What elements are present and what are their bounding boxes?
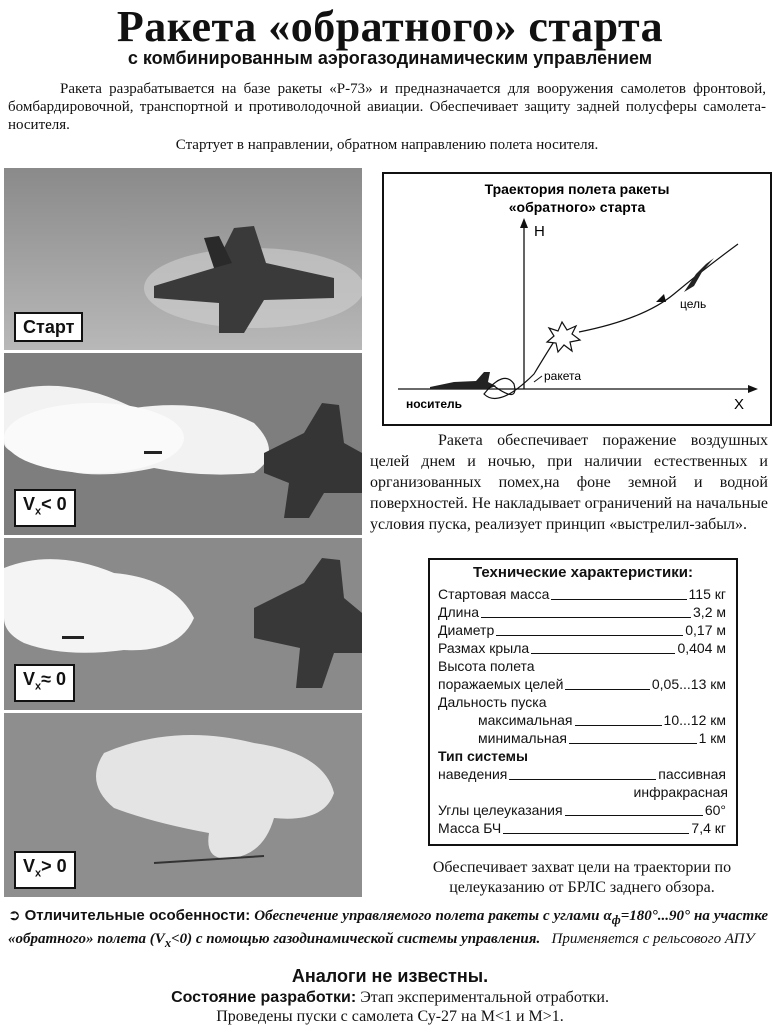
capability-text: Ракета обеспечивает поражение воздушных целей днем и ночью, при наличии естественных и организованных помех,на фоне земной и водной поверхностей. Не накладывает ограничений на начальные условия пуска, реализует принцип «выстрелил-забыл».	[370, 432, 768, 533]
spec-value: 0,17 м	[685, 622, 726, 638]
spec-length	[438, 604, 726, 621]
spec-value: 1 км	[698, 730, 726, 746]
page-subtitle: с комбинированным аэрогазодинамическим управлением	[127, 48, 653, 68]
capture-text: Обеспечивает захват цели на траектории по целеуказанию от БРЛС заднего обзора.	[432, 859, 732, 896]
carrier-label: носитель	[406, 397, 463, 411]
spec-value: 0,05...13 км	[651, 676, 726, 692]
spec-altitude	[438, 676, 726, 693]
spec-guidance-title: Тип системы	[438, 748, 528, 764]
spec-name: наведения	[438, 766, 508, 782]
target-arrow	[656, 294, 666, 302]
specs-box	[428, 558, 738, 846]
development-status	[0, 988, 780, 1026]
photo-start	[4, 168, 362, 350]
alpha-subscript: ф	[611, 913, 621, 927]
photo-vx-positive	[4, 713, 362, 897]
trajectory-diagram	[382, 172, 772, 426]
spec-name: минимальная	[478, 730, 567, 746]
spec-value: 10...12 км	[663, 712, 726, 728]
axis-x-label: X	[734, 396, 745, 413]
target-label: цель	[680, 297, 707, 311]
capability-paragraph	[370, 430, 768, 535]
intro-paragraph: Ракета разрабатывается на базе ракеты «Р-73» и предназначается для вооружения самолетов фронтовой, бомбардировочной, транспортной и противолодочной авиации. Обеспечивает защиту задней полусферы самолета-носителя.	[8, 81, 766, 133]
vx-subscript: x	[164, 936, 172, 950]
spec-value: 115 кг	[688, 586, 726, 602]
spec-launch-mass	[438, 586, 726, 603]
spec-name: Размах крыла	[438, 640, 530, 656]
features-text-1: Обеспечение управляемого полета ракеты с углами	[254, 908, 600, 924]
spec-value: 7,4 кг	[691, 820, 726, 836]
label-sub: x	[35, 868, 42, 880]
target-trajectory	[579, 244, 738, 332]
specs-header: Технические характеристики:	[472, 564, 694, 581]
spec-angles	[438, 802, 726, 819]
label-rel: ≈ 0	[41, 669, 67, 690]
spec-name: Длина	[438, 604, 479, 620]
target-aircraft	[684, 258, 714, 292]
features-label: Отличительные особенности:	[24, 907, 251, 924]
label-sub: x	[35, 681, 42, 693]
missile-label: ракета	[544, 369, 582, 383]
features-apu: Применяется с рельсового АПУ	[551, 931, 755, 947]
spec-name: максимальная	[478, 712, 573, 728]
spec-name: поражаемых целей	[438, 676, 564, 692]
label-rel: > 0	[41, 856, 67, 877]
spec-name: Диаметр	[438, 622, 495, 638]
spec-range-min	[478, 730, 726, 747]
missile-pointer	[534, 376, 542, 382]
axis-h-label: H	[534, 223, 545, 240]
spec-wingspan	[438, 640, 726, 657]
status-tests: Проведены пуски с самолета Су-27 на М<1 и М>1.	[216, 1008, 564, 1025]
carrier-aircraft	[430, 372, 496, 389]
label-rel: < 0	[41, 494, 67, 515]
spec-warhead	[438, 820, 726, 837]
intercept-burst-icon	[547, 322, 580, 352]
page-title: Ракета «обратного» старта	[116, 2, 664, 51]
spec-value: 60°	[704, 802, 726, 818]
photo-label-vx-zero	[14, 664, 75, 702]
spec-value: 0,404 м	[677, 640, 726, 656]
spec-guidance-type-line: инфракрасная	[633, 784, 728, 800]
label-v: V	[23, 856, 36, 877]
spec-value: 3,2 м	[693, 604, 726, 620]
intro-text	[8, 80, 766, 154]
photo-label-vx-negative	[14, 489, 76, 527]
spec-value: пассивная	[658, 766, 726, 782]
axis-x-arrow	[748, 385, 758, 393]
axis-h-arrow	[520, 218, 528, 228]
photo-label-start: Старт	[14, 312, 83, 342]
trajectory-title-2: «обратного» старта	[508, 199, 646, 215]
status-value: Этап экспериментальной отработки.	[360, 989, 609, 1006]
photo-vx-zero	[4, 538, 362, 710]
features-text-3: <0) с помощью газодинамической системы управления.	[171, 931, 541, 947]
label-v: V	[23, 494, 36, 515]
trajectory-drawing	[384, 174, 770, 424]
spec-name: Масса БЧ	[438, 820, 502, 836]
photo-vx-negative	[4, 353, 362, 535]
bullet-arrow-icon: ➲	[8, 908, 21, 924]
features-text-2: =180°...90° на участке «обратного» полета (V	[8, 908, 769, 947]
spec-name: Углы целеуказания	[438, 802, 563, 818]
trajectory-title-1: Траектория полета ракеты	[484, 181, 670, 197]
spec-altitude-title: Высота полета	[438, 658, 535, 674]
photo-label-vx-positive	[14, 851, 76, 889]
spec-name: Стартовая масса	[438, 586, 550, 602]
alpha-symbol: α	[603, 908, 612, 924]
features-paragraph	[8, 906, 768, 953]
label-sub: x	[35, 506, 42, 518]
intro-launch-direction: Стартует в направлении, обратном направлению полета носителя.	[175, 137, 599, 153]
label-v: V	[23, 669, 36, 690]
spec-range-title: Дальность пуска	[438, 694, 547, 710]
spec-guidance	[438, 766, 726, 783]
spec-range-max	[478, 712, 726, 729]
status-label: Состояние разработки:	[171, 989, 357, 1006]
analogs-text: Аналоги не известны.	[291, 966, 489, 986]
spec-diameter	[438, 622, 726, 639]
